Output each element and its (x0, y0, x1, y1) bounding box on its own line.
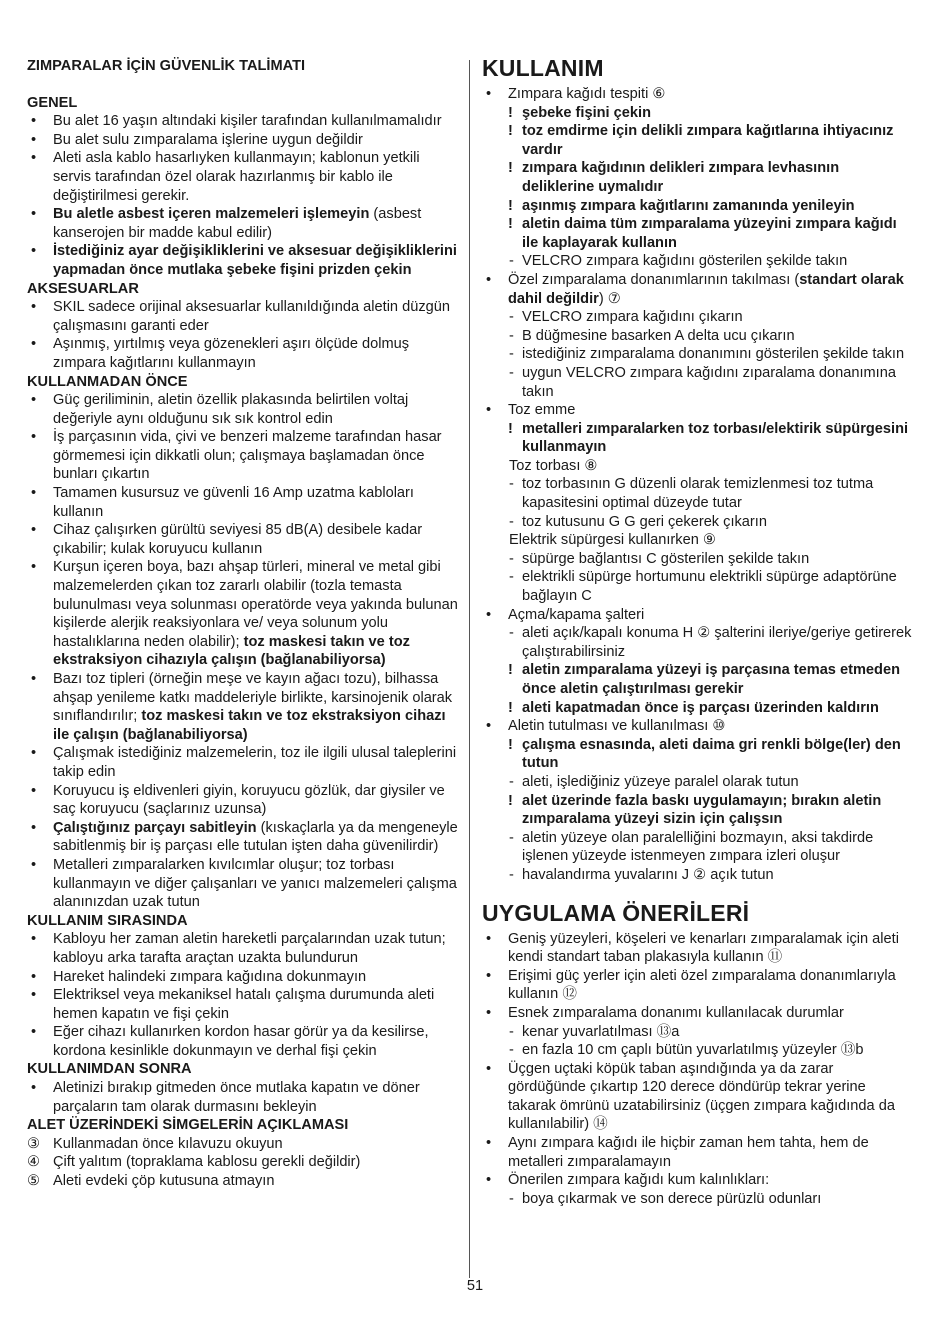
heading-general: GENEL (27, 94, 78, 111)
warning-text: zımpara kağıdının delikleri zımpara levhasının deliklerine uymalıdır (522, 160, 840, 195)
sub-item-text: en fazla 10 cm çaplı bütün yuvarlatılmış yüzeyler ⑬b (522, 1042, 864, 1059)
bullet-marker: • (486, 718, 492, 735)
list-item (27, 298, 459, 335)
bullet-marker: • (31, 206, 37, 223)
sub-item-text: B düğmesine basarken A delta ucu çıkarın (522, 327, 795, 344)
sub-item-text: kenar yuvarlatılması ⑬a (522, 1023, 680, 1040)
bullet-marker: • (31, 243, 37, 260)
item-text: Metalleri zımparalarken kıvılcımlar oluşur; toz torbası kullanmayın ve diğer çalışanları ve yanıcı malzemeleri çalışma alanınızdan uzak tutun (53, 856, 457, 911)
symbol-text: Kullanmadan önce kılavuzu okuyun (53, 1135, 283, 1152)
heading-tips: UYGULAMA ÖNERİLERİ (482, 899, 750, 926)
bullet-marker: • (31, 522, 37, 539)
sub-item (482, 624, 914, 661)
item-text: Eğer cihazı kullanırken kordon hasar görür ya da kesilirse, kordona kesinlikle dokunmayın ve derhal fişi çekin (53, 1024, 429, 1059)
sub-item (482, 550, 914, 569)
item-text: Aynı zımpara kağıdı ile hiçbir zaman hem tahta, hem de metalleri zımparalamayın (508, 1135, 869, 1170)
item-bold-text: standart olarak dahil değildir (508, 271, 904, 307)
bullet-marker: • (31, 968, 37, 985)
bullet-marker: • (31, 299, 37, 316)
list-item (482, 401, 914, 420)
bullet-marker: • (31, 485, 37, 502)
sub-item (482, 345, 914, 364)
dash-marker: - (509, 866, 514, 883)
sub-item (482, 513, 914, 532)
item-text: Güç geriliminin, aletin özellik plakasında belirtilen voltaj değeriyle aynı olduğunu sık sık kontrol edin (53, 392, 409, 427)
bullet-marker: • (31, 1080, 37, 1097)
dash-marker: - (509, 364, 514, 381)
item-text: Çalışmak istediğiniz malzemelerin, toz ile ilgili ulusal taleplerini takip edin (53, 745, 457, 780)
bullet-marker: • (486, 967, 492, 984)
list-item (27, 782, 459, 819)
item-text: Aletinizi bırakıp gitmeden önce mutlaka kapatın ve döner parçaların tam olarak durmasını bekleyin (53, 1080, 420, 1115)
bullet-marker: • (31, 987, 37, 1004)
item-text: Elektriksel veya mekaniksel hatalı çalışma durumunda aleti hemen kapatın ve fişi çekin (53, 987, 435, 1022)
list-item (482, 717, 914, 736)
bullet-marker: • (486, 402, 492, 419)
list-item (27, 986, 459, 1023)
bullet-marker: • (486, 1004, 492, 1021)
symbol-item (27, 1135, 459, 1154)
list-item (27, 484, 459, 521)
list-item (27, 391, 459, 428)
bullet-marker: • (486, 271, 492, 288)
sub-item (482, 1041, 914, 1060)
list-item (27, 205, 459, 242)
section-title: ZIMPARALAR İÇİN GÜVENLİK TALİMATI (27, 58, 306, 74)
list-item (27, 131, 459, 150)
general-list (27, 112, 459, 279)
list-item (27, 968, 459, 987)
bullet-marker: • (486, 1172, 492, 1189)
list-item (27, 428, 459, 484)
item-text: ) ⑦ (598, 290, 621, 307)
list-item (27, 819, 459, 856)
item-text: Hareket halindeki zımpara kağıdına dokunmayın (53, 968, 367, 985)
symbol-text: Aleti evdeki çöp kutusuna atmayın (53, 1173, 275, 1190)
list-item (482, 1060, 914, 1134)
warning-text: alet üzerinde fazla baskı uygulamayın; bırakın aletin zımparalama yüzeyi sizin için çalışsın (522, 792, 882, 828)
item-text: Toz emme (508, 402, 576, 419)
list-item (27, 670, 459, 744)
dash-marker: - (509, 253, 514, 270)
tips-list (482, 930, 914, 1209)
dash-marker: - (509, 569, 514, 586)
bullet-marker: • (486, 86, 492, 102)
page-number: 51 (466, 1278, 484, 1294)
dash-marker: - (509, 346, 514, 363)
dash-marker: - (509, 1023, 514, 1040)
plain-text: Toz torbası ⑧ (509, 457, 598, 474)
warning-item (482, 159, 914, 196)
warning-item (482, 661, 914, 698)
plain-item (482, 457, 914, 476)
item-text: Önerilen zımpara kağıdı kum kalınlıkları: (508, 1172, 770, 1189)
dash-marker: - (509, 476, 514, 493)
bullet-marker: • (31, 931, 37, 948)
item-bold-text: Bu aletle asbest içeren malzemeleri işlemeyin (53, 206, 370, 223)
warning-marker: ! (508, 420, 513, 437)
list-item (27, 242, 459, 279)
bullet-marker: • (31, 392, 37, 409)
heading-usage: KULLANIM (482, 55, 604, 81)
item-text: Açma/kapama şalteri (508, 606, 645, 623)
list-item (482, 967, 914, 1004)
item-text: Üçgen uçtaki köpük taban aşındığında ya da zarar gördüğünde çıkartıp 120 derece döndürüp tekrar yerine takarak ömrünü uzatabilirsiniz (üçgen zımpara kağıdında da kullanılabilir) ⑭ (508, 1060, 895, 1133)
bullet-marker: • (486, 606, 492, 623)
warning-marker: ! (508, 699, 513, 716)
dash-marker: - (509, 773, 514, 790)
list-item (27, 112, 459, 131)
warning-text: aletin zımparalama yüzeyi iş parçasına temas etmeden önce aletin çalıştırılması gerekir (522, 662, 900, 697)
warning-item (482, 197, 914, 216)
sub-item (482, 327, 914, 346)
item-text: Tamamen kusursuz ve güvenli 16 Amp uzatma kabloları kullanın (53, 485, 414, 520)
sub-item (482, 475, 914, 512)
symbol-item (27, 1172, 459, 1191)
warning-marker: ! (508, 662, 513, 679)
heading-symbols: ALET ÜZERİNDEKİ SİMGELERİN AÇIKLAMASI (27, 1117, 349, 1134)
warning-text: aleti kapatmadan önce iş parçası üzerinden kaldırın (522, 699, 879, 716)
dash-marker: - (509, 309, 514, 326)
list-item (27, 856, 459, 912)
symbol-text: Çift yalıtım (topraklama kablosu gerekli değildir) (53, 1154, 361, 1171)
symbol-number: ④ (27, 1154, 41, 1171)
warning-text: toz emdirme için delikli zımpara kağıtlarına ihtiyacınız vardır (522, 123, 894, 158)
item-text: İş parçasının vida, çivi ve benzeri malzeme tarafından hasar görmemesi için dikkatli olun; çalışmaya başlamadan önce bunları çıkartın (53, 429, 442, 483)
dash-marker: - (509, 550, 514, 567)
item-bold-text: toz maskesi takın ve toz ekstraksiyon cihazı ile çalışın (bağlanabiliyorsa) (53, 708, 446, 743)
bullet-marker: • (31, 131, 37, 148)
bullet-marker: • (31, 150, 37, 167)
after-use-list (27, 1079, 459, 1116)
sub-item-text: aletin yüzeye olan paralelliğini bozmayın, aksi takdirde işlenen yüzeyde istenmeyen zımpara izleri oluşur (522, 829, 874, 865)
bullet-marker: • (31, 429, 37, 446)
sub-item (482, 1190, 914, 1209)
dash-marker: - (509, 513, 514, 530)
item-text: Koruyucu iş eldivenleri giyin, koruyucu gözlük, dar giysiler ve saç koruyucu (saçlarınız uzunsa) (53, 782, 445, 818)
sub-item (482, 773, 914, 792)
warning-marker: ! (508, 736, 513, 753)
list-item (27, 335, 459, 372)
item-text: Bu alet sulu zımparalama işlerine uygun değildir (53, 131, 363, 148)
sub-item (482, 364, 914, 401)
warning-marker: ! (508, 792, 513, 809)
bullet-marker: • (31, 113, 37, 130)
bullet-marker: • (31, 1024, 37, 1041)
item-text: Zımpara kağıdı tespiti ⑥ (508, 86, 666, 102)
item-text: (asbest kanserojen bir madde kabul edilir) (53, 206, 422, 241)
bullet-marker: • (31, 559, 37, 576)
dash-marker: - (509, 829, 514, 846)
bullet-marker: • (31, 336, 37, 353)
warning-item (482, 122, 914, 159)
sub-item (482, 866, 914, 885)
plain-text: Elektrik süpürgesi kullanırken ⑨ (509, 532, 716, 549)
item-text: Bu alet 16 yaşın altındaki kişiler tarafından kullanılmamalıdır (53, 113, 442, 130)
item-text: Geniş yüzeyleri, köşeleri ve kenarları zımparalamak için aleti kendi standart taban plakasıyla kullanın ⑪ (508, 930, 899, 966)
symbols-list (27, 1135, 459, 1191)
warning-text: metalleri zımparalarken toz torbası/elektirik süpürgesini kullanmayın (522, 420, 909, 456)
dash-marker: - (509, 1042, 514, 1059)
warning-marker: ! (508, 160, 513, 177)
item-text: Esnek zımparalama donanımı kullanılacak durumlar (508, 1004, 844, 1021)
item-bold-text: toz maskesi takın ve toz ekstraksiyon cihazıyla çalışın (bağlanabiliyorsa) (53, 633, 410, 669)
item-text: Aleti asla kablo hasarlıyken kullanmayın; kablonun yetkili servis tarafından özel olarak hazırlanmış bir kablo ile değiştirilmesi gerekir. (53, 150, 420, 204)
bullet-marker: • (486, 930, 492, 947)
sub-item-text: boya çıkarmak ve son derece pürüzlü odunları (522, 1190, 822, 1207)
heading-after-use: KULLANIMDAN SONRA (27, 1061, 192, 1078)
bullet-marker: • (486, 1135, 492, 1152)
usage-list (482, 85, 914, 885)
item-text: Özel zımparalama donanımlarının takılması ( (508, 271, 800, 288)
item-text: Aşınmış, yırtılmış veya gözenekleri aşırı ölçüde dolmuş zımpara kağıtlarını kullanmayın (53, 336, 410, 371)
sub-item-text: süpürge bağlantısı C gösterilen şekilde takın (522, 550, 810, 567)
heading-accessories: AKSESUARLAR (27, 280, 139, 297)
bullet-marker: • (31, 671, 37, 687)
list-item (27, 521, 459, 558)
accessories-list (27, 298, 459, 372)
item-text: Aletin tutulması ve kullanılması ⑩ (508, 718, 726, 735)
item-text: Bazı toz tipleri (örneğin meşe ve kayın ağacı tozu), bilhassa ahşap yenileme katkı maddeleriyle birlikte, karsinojenik olarak sınıflandırılır; (53, 671, 453, 725)
list-item (482, 1004, 914, 1023)
during-use-list (27, 930, 459, 1060)
list-item (482, 930, 914, 967)
list-item (27, 744, 459, 781)
warning-text: aşınmış zımpara kağıtlarını zamanında yenileyin (522, 197, 855, 214)
left-column (27, 57, 459, 1191)
list-item (482, 606, 914, 625)
warning-text: şebeke fişini çekin (522, 104, 651, 121)
sub-item-text: aleti açık/kapalı konuma H ② şalterini ileriye/geriye getirerek çalıştırabilirsiniz (522, 625, 912, 660)
sub-item-text: elektrikli süpürge hortumunu elektrikli süpürge adaptörüne bağlayın C (522, 569, 897, 605)
sub-item-text: toz kutusunu G G geri çekerek çıkarın (522, 513, 767, 530)
before-use-list (27, 391, 459, 912)
bullet-marker: • (31, 745, 37, 762)
list-item (482, 271, 914, 308)
bullet-marker: • (31, 782, 37, 799)
item-text: Erişimi güç yerler için aleti özel zımparalama donanımlarıyla kullanın ⑫ (508, 967, 896, 1003)
item-text: SKIL sadece orijinal aksesuarlar kullanıldığında aletin düzgün çalışmasını garanti eder (53, 299, 450, 334)
bullet-marker: • (31, 819, 37, 836)
sub-item-text: VELCRO zımpara kağıdını gösterilen şekilde takın (522, 253, 848, 270)
item-text: Kurşun içeren boya, bazı ahşap türleri, mineral ve metal gibi malzemelerden çıkan toz zararlı olabilir (tozla temasta bulunulması veya solunması operatörde veya yakında bulunan kişilerde alerjik reaksiyonlara ve/ veya solunum yolu hastalıklarına neden olabilir); (53, 559, 458, 650)
bullet-marker: • (486, 1060, 492, 1077)
warning-item (482, 420, 914, 457)
sub-item (482, 829, 914, 866)
dash-marker: - (509, 625, 514, 642)
sub-item-text: uygun VELCRO zımpara kağıdını zıparalama donanımına takın (522, 364, 896, 400)
warning-item (482, 699, 914, 718)
heading-before-use: KULLANMADAN ÖNCE (27, 373, 188, 390)
symbol-number: ③ (27, 1135, 41, 1152)
dash-marker: - (509, 1190, 514, 1207)
list-item (482, 85, 914, 104)
list-item (27, 149, 459, 205)
list-item (482, 1171, 914, 1190)
sub-item (482, 1023, 914, 1042)
item-text: (kıskaçlarla ya da mengeneyle sabitlenmiş bir iş parçası elle tutulan işten daha güvenilirdir) (53, 819, 458, 855)
column-divider (469, 60, 470, 1278)
list-item (27, 1023, 459, 1060)
sub-item-text: havalandırma yuvalarını J ② açık tutun (522, 866, 774, 883)
sub-item-text: VELCRO zımpara kağıdını çıkarın (522, 309, 743, 326)
sub-item (482, 308, 914, 327)
heading-during-use: KULLANIM SIRASINDA (27, 912, 188, 929)
list-item (27, 1079, 459, 1116)
warning-marker: ! (508, 197, 513, 214)
warning-marker: ! (508, 104, 513, 121)
warning-text: çalışma esnasında, aleti daima gri renkli bölge(ler) den tutun (522, 736, 901, 772)
warning-item (482, 104, 914, 123)
warning-item (482, 792, 914, 829)
warning-text: aletin daima tüm zımparalama yüzeyini zımpara kağıdı ile kaplayarak kullanın (522, 216, 897, 251)
item-text: Cihaz çalışırken gürültü seviyesi 85 dB(A) desibele kadar çıkabilir; kulak koruyucu kullanın (53, 522, 423, 557)
warning-marker: ! (508, 123, 513, 140)
warning-item (482, 736, 914, 773)
warning-marker: ! (508, 216, 513, 233)
sub-item (482, 252, 914, 271)
sub-item-text: aleti, işlediğiniz yüzeye paralel olarak tutun (522, 773, 799, 790)
dash-marker: - (509, 327, 514, 344)
plain-item (482, 531, 914, 550)
sub-item-text: toz torbasının G düzenli olarak temizlenmesi toz tutma kapasitesini optimal düzeyde tutar (522, 476, 874, 512)
item-bold-text: İstediğiniz ayar değişikliklerini ve aksesuar değişikliklerini yapmadan önce mutlaka şebeke fişini prizden çekin (53, 243, 457, 278)
sub-item (482, 568, 914, 605)
warning-item (482, 215, 914, 252)
list-item (27, 930, 459, 967)
item-bold-text: Çalıştığınız parçayı sabitleyin (53, 819, 257, 836)
right-column (482, 57, 914, 1208)
list-item (482, 1134, 914, 1171)
bullet-marker: • (31, 856, 37, 873)
symbol-number: ⑤ (27, 1173, 41, 1190)
sub-item-text: istediğiniz zımparalama donanımını gösterilen şekilde takın (522, 346, 905, 363)
symbol-item (27, 1153, 459, 1172)
item-text: Kabloyu her zaman aletin hareketli parçalarından uzak tutun; kabloyu arka tarafta araçtan uzakta bulundurun (53, 931, 446, 966)
list-item (27, 558, 459, 670)
